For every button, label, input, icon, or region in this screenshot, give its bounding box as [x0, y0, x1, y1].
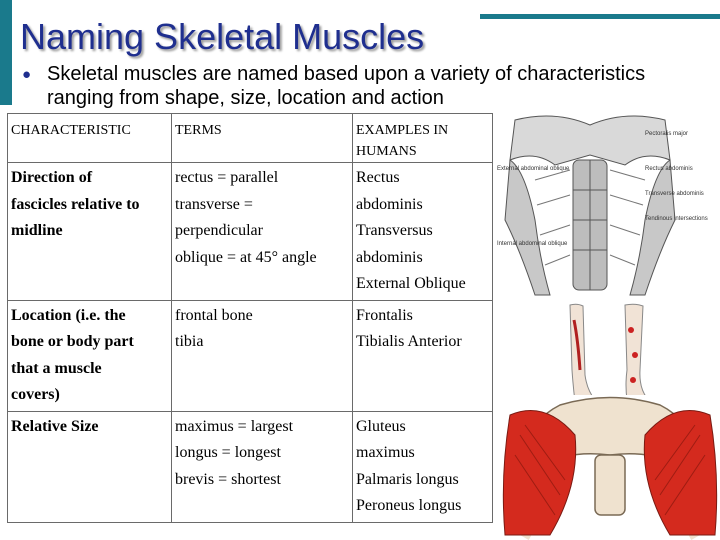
- label-tendinous: Tendinous intersections: [645, 216, 708, 222]
- legs-illustration: [555, 300, 665, 410]
- cell-line: tibia: [175, 333, 204, 350]
- row-size-terms: [172, 411, 353, 522]
- cell-line: perpendicular: [175, 222, 263, 239]
- row-direction-terms: [172, 163, 353, 301]
- cell-line: abdominis: [356, 248, 423, 266]
- label-rectus: Rectus abdominis: [645, 166, 693, 172]
- cell-line: External Oblique: [356, 275, 466, 292]
- row-location-examples: [353, 300, 493, 411]
- label-external-oblique: External abdominal oblique: [497, 166, 570, 172]
- cell-line: maximus = largest: [175, 417, 294, 435]
- cell-line: Peroneus longus: [356, 497, 462, 514]
- label-transverse: Transverse abdominis: [645, 191, 704, 197]
- cell-line: Transversus: [356, 222, 433, 239]
- cell-line: rectus = parallel: [175, 169, 279, 186]
- table-header-row: [8, 114, 493, 163]
- cell-line: maximus: [356, 444, 415, 461]
- accent-bar-left: [0, 0, 12, 105]
- cell-line: Gluteus: [356, 417, 406, 435]
- header-terms: TERMS: [172, 114, 353, 163]
- row-location-terms: [172, 300, 353, 411]
- cell-line: midline: [11, 222, 63, 239]
- abdominal-muscles-illustration: [495, 110, 708, 300]
- cell-line: covers): [11, 386, 60, 403]
- label-pectoralis: Pectoralis major: [645, 131, 689, 137]
- cell-line: oblique = at 45° angle: [175, 248, 317, 266]
- cell-line: abdominis: [356, 195, 423, 213]
- header-examples: [353, 114, 493, 163]
- page-title: Naming Skeletal Muscles: [20, 16, 425, 57]
- header-characteristic: CHARACTERISTIC: [8, 114, 172, 163]
- cell-line: that a muscle: [11, 359, 102, 377]
- cell-line: fascicles relative to: [11, 195, 140, 213]
- cell-line: longus = longest: [175, 444, 281, 461]
- cell-line: brevis = shortest: [175, 470, 281, 488]
- table-row: [8, 411, 493, 522]
- table-row: [8, 163, 493, 301]
- row-location-characteristic: [8, 300, 172, 411]
- label-internal-oblique: Internal abdominal oblique: [497, 241, 568, 247]
- row-direction-characteristic: [8, 163, 172, 301]
- characteristics-table: [7, 113, 493, 523]
- bullet-icon: ●: [22, 66, 32, 83]
- row-size-characteristic: [8, 411, 172, 522]
- bullet-text: Skeletal muscles are named based upon a variety of characteristics ranging from shape, size, location and action: [47, 63, 646, 109]
- row-direction-examples: [353, 163, 493, 301]
- table-row: [8, 300, 493, 411]
- pelvis-gluteus-illustration: [500, 395, 720, 540]
- cell-line: Relative Size: [11, 417, 99, 435]
- cell-line: transverse =: [175, 195, 253, 213]
- cell-line: Rectus: [356, 169, 400, 186]
- cell-line: Direction of: [11, 169, 93, 186]
- row-size-examples: [353, 411, 493, 522]
- cell-line: Tibialis Anterior: [356, 333, 462, 350]
- header-examples-text: EXAMPLES IN HUMANS: [356, 123, 449, 159]
- accent-bar-top: [480, 14, 720, 19]
- cell-line: Palmaris longus: [356, 470, 459, 488]
- cell-line: frontal bone: [175, 306, 253, 324]
- cell-line: Frontalis: [356, 306, 413, 324]
- cell-line: Location (i.e. the: [11, 306, 126, 324]
- cell-line: bone or body part: [11, 333, 134, 350]
